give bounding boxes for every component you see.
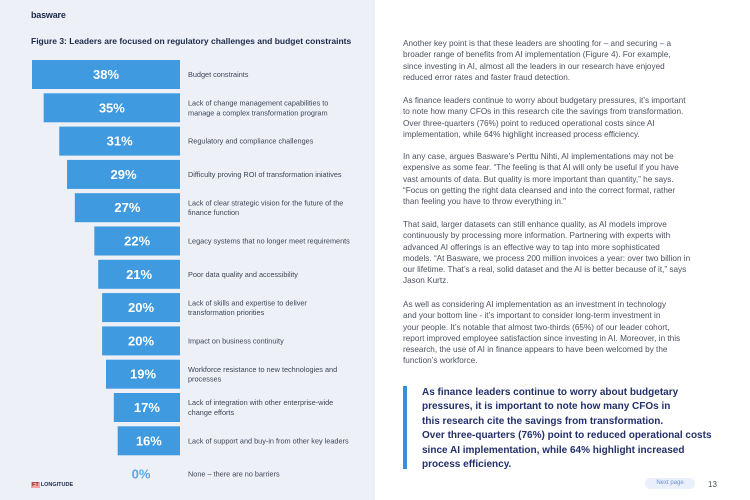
category-label	[188, 237, 350, 246]
paragraph-line: our lifetime. That’s a real, solid dataset and the AI is better because of it,” says	[403, 265, 687, 275]
paragraph-line: to note how many CFOs in this research cite the savings from transformation.	[403, 107, 684, 117]
paragraph-line: “Focus on getting the right data cleansed and into the correct format, rather	[403, 185, 676, 195]
category-label	[188, 198, 343, 217]
category-label	[188, 70, 249, 79]
category-label-line: Budget constraints	[188, 70, 249, 80]
quote-line: since AI implementation, while 64% highlight increased	[422, 444, 685, 456]
paragraph-line: since investing in AI, almost all the leaders in our research have enjoyed	[403, 61, 665, 71]
bar-value-label: 19%	[129, 366, 157, 382]
paragraph-line: broader range of benefits from AI implementation (Figure 4). For example,	[403, 50, 671, 60]
category-label-line: Difficulty proving ROI of transformation iniatives	[188, 170, 342, 179]
bar-value-label: 16%	[135, 433, 162, 449]
category-label-line: processes	[188, 374, 222, 384]
bar-value-label: 35%	[98, 100, 125, 116]
bar-value-label: 20%	[128, 333, 155, 349]
basware-logo: basware	[31, 10, 66, 20]
paragraph-line: Another key point is that these leaders are shooting for – and securing – a	[403, 39, 672, 48]
quote-line: process efficiency.	[422, 459, 512, 471]
paragraph-line: and your bottom line - it’s important to consider long-term investment in	[403, 311, 661, 321]
category-label-line: Poor data quality and accessibility	[188, 269, 298, 279]
paragraph-line: function’s workforce.	[403, 356, 478, 366]
category-label-line: Legacy systems that no longer meet requirements	[188, 236, 350, 246]
bar-value-label: 21%	[126, 266, 153, 282]
article-paragraph	[403, 299, 721, 367]
quote-line: pressures, it is important to note how many CFOs in	[422, 401, 671, 413]
page-number: 13	[708, 480, 717, 489]
bar-value-label: 38%	[92, 67, 120, 82]
category-label	[188, 337, 284, 346]
paragraph-line: models. “At Basware, we process 200 million invoices a year: over two billion in	[403, 253, 691, 263]
paragraph-line: vast amounts of data. But quality is more important than quantity,” he says.	[403, 174, 674, 184]
bar-value-label: 17%	[133, 400, 160, 415]
category-label-line: None – there are no barriers	[188, 469, 280, 479]
paragraph-line: As finance leaders continue to worry about budgetary pressures, it’s important	[403, 96, 686, 105]
article-panel	[375, 0, 750, 500]
figure-title: Figure 3: Leaders are focused on regulatory challenges and budget constraints	[31, 36, 352, 46]
ft-longitude-logo: FT LONGITUDE	[32, 482, 74, 488]
article-paragraph	[403, 219, 721, 287]
category-label-line: change efforts	[188, 408, 235, 417]
paragraph-line: research, the use of AI in finance appears to have been welcomed by the	[403, 345, 668, 355]
paragraph-line: implementation, while 64% highlight increased process efficiency.	[403, 129, 640, 139]
quote-line: Over three-quarters (76%) point to reduced operational costs	[422, 430, 712, 442]
quote-line: this research cite the savings from transformation.	[422, 415, 664, 427]
pull-quote	[403, 386, 725, 469]
category-label-line: Lack of clear strategic vision for the future of the	[188, 198, 344, 208]
paragraph-line: As well as considering AI implementation as an investment in technology	[403, 300, 667, 309]
category-label	[188, 137, 314, 146]
category-label	[188, 436, 349, 445]
paragraph-line: Jason Kurtz.	[403, 276, 449, 286]
category-label	[188, 270, 298, 279]
bar-value-label: 29%	[110, 166, 137, 182]
next-page-button[interactable]: Next page	[645, 478, 695, 489]
article-paragraph	[403, 151, 721, 207]
category-label-line: Regulatory and compliance challenges	[188, 136, 314, 146]
paragraph-line: reduced error rates and faster fraud detection.	[403, 72, 571, 82]
category-label-line: manage a complex transformation program	[188, 108, 328, 118]
bar-value-label: 20%	[128, 300, 155, 316]
pull-quote-text	[422, 386, 725, 472]
quote-accent-bar	[403, 386, 407, 469]
quote-line: As finance leaders continue to worry about budgetary	[422, 387, 679, 398]
paragraph-line: expensive as some fear. “The feeling is that AI will only be useful if you have	[403, 163, 679, 173]
article-paragraph	[403, 95, 721, 140]
category-label-line: Lack of support and buy-in from other key leaders	[188, 436, 349, 446]
bar-value-label: 31%	[106, 133, 133, 149]
category-label	[188, 170, 342, 179]
paragraph-line: continuously by processing more information. Partnering with experts with	[403, 231, 671, 241]
category-label-line: Workforce resistance to new technologies and	[188, 364, 338, 374]
bar-value-label: 27%	[114, 200, 141, 216]
category-label-line: Lack of integration with other enterprise-wide	[188, 398, 334, 408]
category-label	[188, 470, 280, 479]
category-label	[188, 398, 333, 417]
category-label	[188, 365, 337, 384]
paragraph-line: That said, larger datasets can still enhance quality, as AI models improve	[403, 220, 667, 229]
category-label-line: Impact on business continuity	[188, 336, 284, 346]
paragraph-line: Over three-quarters (76%) point to reduced operational costs since AI	[403, 118, 655, 128]
category-label	[188, 298, 307, 317]
paragraph-line: advanced AI offerings is an effective way to tap into more sophisticated	[403, 242, 660, 252]
paragraph-line: In any case, argues Basware’s Perttu Nihti, AI implementations may not be	[403, 152, 674, 161]
article-paragraph	[403, 38, 721, 83]
paragraph-line: than feeling you have to throw everything in.”	[403, 197, 566, 207]
paragraph-line: your people. It’s notable that almost two-thirds (65%) of our leader cohort,	[403, 322, 670, 332]
category-label-line: transformation priorities	[188, 308, 265, 318]
category-label	[188, 99, 328, 118]
bar-value-label: 22%	[124, 233, 151, 249]
category-label-line: finance function	[188, 208, 240, 218]
category-label-line: Lack of skills and expertise to deliver	[188, 298, 307, 308]
paragraph-line: report improved employee satisfaction since investing in AI. Moreover, in this	[403, 333, 681, 343]
bar-value-label: 0%	[131, 466, 151, 482]
category-label-line: Lack of change management capabilities to	[188, 98, 329, 108]
